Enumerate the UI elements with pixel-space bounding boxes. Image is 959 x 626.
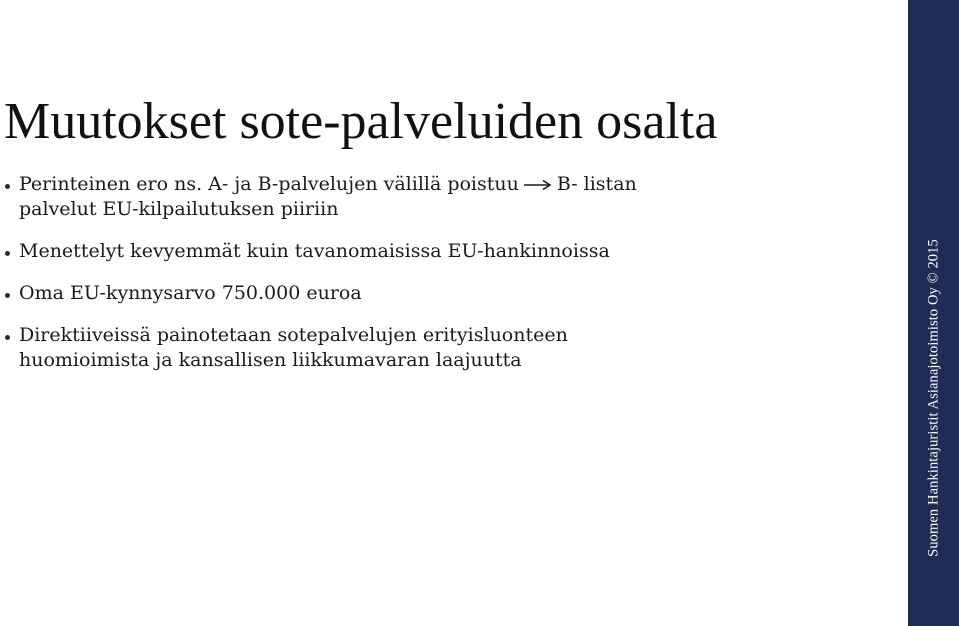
bullet-line: palvelut EU-kilpailutuksen piiriin bbox=[19, 198, 339, 220]
right-arrow-icon bbox=[523, 179, 553, 191]
bullet-item bbox=[0, 172, 900, 222]
bullet-text: B- listan bbox=[556, 173, 637, 195]
bullet-line: Oma EU-kynnysarvo 750.000 euroa bbox=[19, 282, 362, 304]
slide-title: Muutokset sote-palveluiden osalta bbox=[4, 93, 718, 150]
bullet-dot bbox=[5, 251, 10, 256]
bullet-line bbox=[19, 172, 900, 197]
copyright-text: Suomen Hankintajuristit Asianajotoimisto Oy © 2015 bbox=[925, 239, 941, 557]
bullet-dot bbox=[5, 184, 10, 189]
bullet-line: Direktiiveissä painotetaan sotepalvelujen erityisluonteen bbox=[19, 324, 568, 346]
sidebar-band bbox=[908, 0, 959, 626]
bullet-dot bbox=[5, 293, 10, 298]
bullet-line: Menettelyt kevyemmät kuin tavanomaisissa EU-hankinnoissa bbox=[19, 240, 610, 262]
bullet-list bbox=[0, 172, 900, 373]
bullet-line: huomioimista ja kansallisen liikkumavaran laajuutta bbox=[19, 349, 522, 371]
bullet-item bbox=[0, 281, 900, 306]
bullet-item bbox=[0, 323, 900, 373]
bullet-item bbox=[0, 239, 900, 264]
bullet-dot bbox=[5, 335, 10, 340]
bullet-text: Perinteinen ero ns. A- ja B-palvelujen välillä poistuu bbox=[19, 173, 519, 195]
